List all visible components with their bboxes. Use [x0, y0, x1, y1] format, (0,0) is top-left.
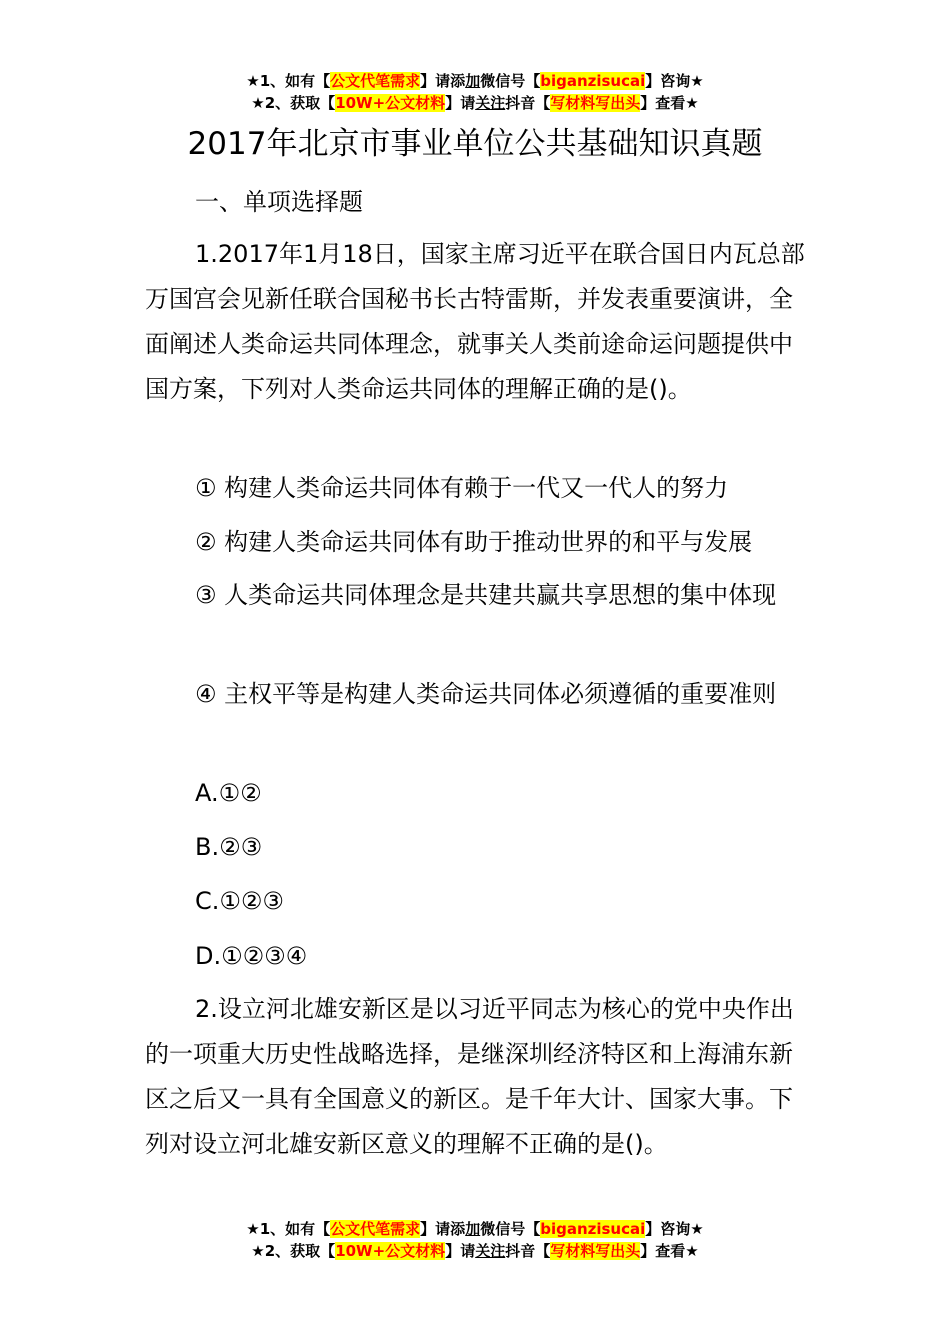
- promo-highlight: 10W+公文材料: [335, 94, 446, 112]
- question-1-stem: 1.2017年1月18日，国家主席习近平在联合国日内瓦总部万国宫会见新任联合国秘书长古特雷斯，并发表重要演讲，全面阐述人类命运共同体理念，就事关人类前途命运问题提供中国方案，下列对人类命运共同体的理解正确的是()。: [145, 240, 805, 403]
- promo-highlight: 公文代笔需求: [330, 72, 421, 90]
- douyin-account: 写材料写出头: [550, 94, 641, 112]
- document-title: 2017年北京市事业单位公共基础知识真题: [187, 126, 763, 162]
- promo-line-1: ★1、如有【公文代笔需求】请添加微信号【biganzisucai】咨询★: [246, 1220, 704, 1238]
- promo-highlight: 10W+公文材料: [335, 1242, 446, 1260]
- promo-line-1: ★1、如有【公文代笔需求】请添加微信号【biganzisucai】咨询★: [246, 72, 704, 90]
- question-1-statement-1: ① 构建人类命运共同体有赖于一代又一代人的努力: [195, 474, 729, 502]
- section-heading: 一、单项选择题: [195, 188, 363, 216]
- question-1-option-c: C.①②③: [195, 887, 284, 915]
- promo-banner-bottom: [0, 1218, 950, 1262]
- question-1-option-b: B.②③: [195, 833, 263, 861]
- wechat-id: biganzisucai: [540, 72, 646, 90]
- promo-line-2: ★2、获取【10W+公文材料】请关注抖音【写材料写出头】查看★: [251, 94, 699, 112]
- question-2-stem: 2.设立河北雄安新区是以习近平同志为核心的党中央作出的一项重大历史性战略选择，是继深圳经济特区和上海浦东新区之后又一具有全国意义的新区。是千年大计、国家大事。下列对设立河北雄安新区意义的理解不正确的是()。: [145, 995, 794, 1158]
- promo-banner-top: [0, 70, 950, 114]
- question-1-statement-3: ③ 人类命运共同体理念是共建共赢共享思想的集中体现: [195, 581, 777, 609]
- question-1-option-d: D.①②③④: [195, 942, 308, 970]
- douyin-account: 写材料写出头: [550, 1242, 641, 1260]
- question-1-statement-2: ② 构建人类命运共同体有助于推动世界的和平与发展: [195, 528, 753, 556]
- question-1-statement-4: ④ 主权平等是构建人类命运共同体必须遵循的重要准则: [195, 680, 777, 708]
- promo-line-2: ★2、获取【10W+公文材料】请关注抖音【写材料写出头】查看★: [251, 1242, 699, 1260]
- promo-highlight: 公文代笔需求: [330, 1220, 421, 1238]
- question-1-option-a: A.①②: [195, 779, 262, 807]
- wechat-id: biganzisucai: [540, 1220, 646, 1238]
